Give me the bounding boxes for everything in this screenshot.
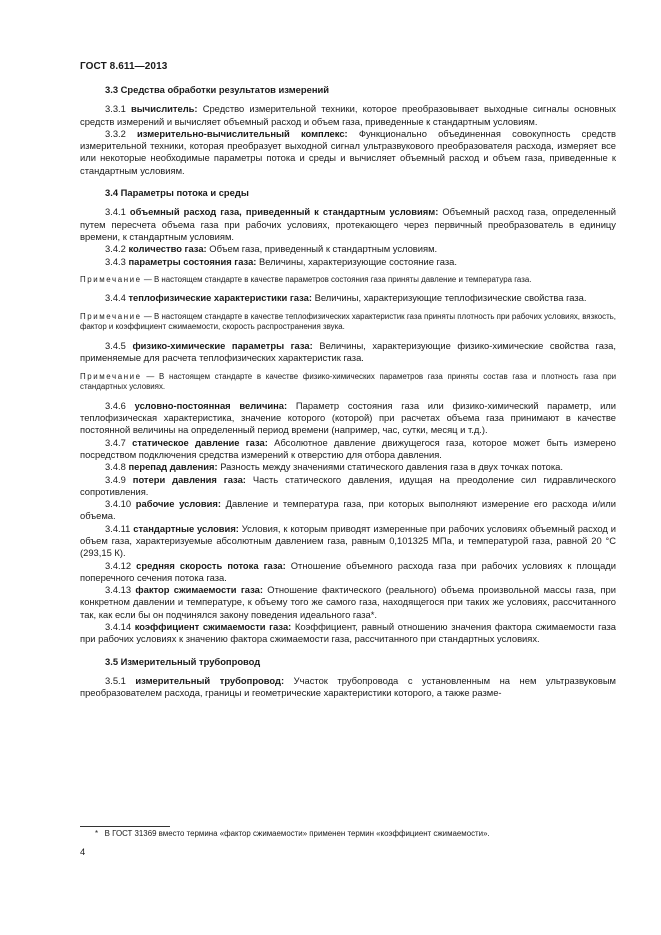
term-definition [80, 498, 616, 523]
definition-text: Отношение объемного расхода газа при рабочих условиях к площади поперечного сечения потока газа. [80, 559, 617, 583]
definition-text: Средство измерительной техники, которое преобразовывает выходные сигналы основных средств измерений и вычисляет объемный расход и объем газа, приведенные к стандартным условиям. [80, 103, 616, 127]
section-title: 3.3 Средства обработки результатов измерений [105, 84, 330, 95]
clause-number: 3.4.4 [105, 292, 126, 304]
term-definition [80, 560, 616, 585]
note-text: — В настоящем стандарте в качестве параметров состояния газа приняты давление и температура газа. [143, 274, 532, 284]
clause-number: 3.4.2 [105, 243, 126, 255]
term-definition [80, 675, 616, 700]
document-body [80, 84, 616, 700]
definition-text: Величины, характеризующие состояние газа. [259, 255, 457, 267]
footnote [80, 829, 616, 839]
term: потери давления газа: [132, 473, 246, 485]
note-text: — В настоящем стандарте в качестве физико-химических параметров газа приняты состав газа и плотность газа при стандартных условиях. [80, 371, 616, 392]
term: перепад давления: [128, 461, 218, 473]
footnote-mark: * [95, 829, 99, 838]
definition-text: Коэффициент, равный отношению значения фактора сжимаемости газа при рабочих условиях к значению фактора сжимаемости газа, рассчитанного при стандартных условиях. [80, 621, 616, 645]
page-number: 4 [80, 846, 86, 857]
standard-header: ГОСТ 8.611—2013 [80, 61, 168, 72]
term-definition [80, 103, 616, 128]
note [80, 275, 616, 286]
clause-number: 3.4.1 [105, 206, 126, 218]
term: измерительно-вычислительный комплекс: [137, 127, 348, 139]
clause-number: 3.4.5 [105, 339, 126, 351]
note-label: Примечание [80, 274, 142, 284]
term-definition [80, 523, 616, 560]
term-definition [80, 461, 616, 473]
section-title: 3.5 Измерительный трубопровод [105, 655, 261, 667]
term: средняя скорость потока газа: [136, 559, 286, 571]
term-definition [80, 128, 616, 177]
note [80, 372, 616, 393]
term: измерительный трубопровод: [135, 674, 285, 686]
clause-number: 3.3.2 [105, 127, 126, 139]
clause-number: 3.4.8 [105, 461, 126, 473]
definition-text: Условия, к которым приводят измеренные при рабочих условиях объемный расход и объем газа, характеризуемые абсолютным давлением газа, равным 0,101325 МПа, и температурой газа, равной 20 °С (293,15 К). [80, 522, 616, 559]
term: статическое давление газа: [132, 436, 268, 448]
definition-text: Объем газа, приведенный к стандартным условиям. [209, 243, 438, 255]
term: вычислитель: [131, 103, 198, 115]
term-definition [80, 474, 616, 499]
term-definition [80, 400, 616, 437]
term-definition [80, 437, 616, 462]
clause-number: 3.4.3 [105, 255, 126, 267]
term: фактор сжимаемости газа: [135, 584, 263, 596]
term: параметры состояния газа: [128, 255, 257, 267]
clause-number: 3.4.12 [105, 559, 132, 571]
definition-text: Величины, характеризующие теплофизические свойства газа. [314, 292, 587, 304]
clause-number: 3.4.7 [105, 436, 126, 448]
term-definition [80, 621, 616, 646]
note-text: — В настоящем стандарте в качестве теплофизических характеристик газа приняты плотность при рабочих условиях, вязкость, фактор и коэффициент сжимаемости, скорость распространения звука. [80, 311, 616, 332]
footnote-text: В ГОСТ 31369 вместо термина «фактор сжимаемости» применен термин «коэффициент сжимаемости». [104, 829, 490, 838]
definition-text: Отношение фактического (реального) объема произвольной массы газа, при конкретном давлении и температуре, к объему того же самого газа, находящегося при таких же условиях, рассчитанного так, как если бы он подчинялся закону поведения идеального газа*. [80, 584, 616, 620]
term: коэффициент сжимаемости газа: [134, 621, 292, 633]
term: рабочие условия: [135, 498, 221, 510]
note [80, 312, 616, 333]
clause-number: 3.4.10 [105, 498, 132, 510]
definition-text: Функционально объединенная совокупность средств измерительной техники, которая преобразует выходной сигнал ультразвукового преобразователя расхода, измеряет все или некоторые необходимые параметры потока и среды и вычисляет объемный расход и объем газа, приведенные к стандартным условиям. [80, 127, 616, 176]
note-label: Примечание [80, 311, 142, 321]
definition-text: Часть статического давления, идущая на преодоление сил гидравлического сопротивления. [80, 473, 617, 497]
definition-text: Разность между значениями статического давления газа в двух точках потока. [220, 461, 563, 473]
footnote-rule [80, 826, 170, 827]
term-definition [80, 243, 616, 255]
term: физико-химические параметры газа: [132, 339, 313, 351]
clause-number: 3.4.11 [105, 522, 131, 534]
clause-number: 3.4.9 [105, 473, 126, 485]
clause-number: 3.5.1 [105, 674, 126, 686]
definition-text: Участок трубопровода с установленным на нем ультразвуковым преобразователем расхода, границы и геометрические характеристики которого, а также разме- [80, 674, 616, 699]
term: объемный расход газа, приведенный к стандартным условиям: [129, 206, 439, 218]
term: теплофизические характеристики газа: [128, 292, 312, 304]
term: условно-постоянная величина: [134, 399, 288, 411]
term: количество газа: [128, 243, 207, 255]
note-label: Примечание [80, 371, 142, 381]
definition-text: Параметр состояния газа или физико-химический параметр, или теплофизическая характеристика, значение которого (которой) при расчетах объема газа принимают в качестве постоянной величины на определенный период времени (например, час, сутки, месяц и т.д.). [80, 399, 617, 436]
definition-text: Абсолютное давление движущегося газа, которое может быть измерено посредством подключения средства измерений к отверстию для отбора давления. [80, 436, 617, 460]
term-definition [80, 340, 616, 365]
clause-number: 3.4.14 [105, 621, 132, 633]
clause-number: 3.4.6 [105, 399, 126, 411]
term-definition [80, 584, 616, 621]
term: стандартные условия: [133, 522, 239, 534]
term-definition [80, 292, 616, 304]
definition-text: Объемный расход газа, определенный путем пересчета объема газа при рабочих условиях, протекающего через первичный преобразователь в единицу времени, к стандартным условиям. [80, 206, 616, 242]
clause-number: 3.4.13 [105, 584, 132, 596]
term-definition [80, 206, 616, 243]
clause-number: 3.3.1 [105, 103, 126, 115]
section-title: 3.4 Параметры потока и среды [105, 187, 249, 199]
definition-text: Давление и температура газа, при которых выполняют измерение его расхода и/или объема. [80, 498, 617, 522]
definition-text: Величины, характеризующие физико-химические свойства газа, применяемые для расчета теплофизических характеристик газа. [80, 339, 616, 364]
term-definition [80, 256, 616, 268]
